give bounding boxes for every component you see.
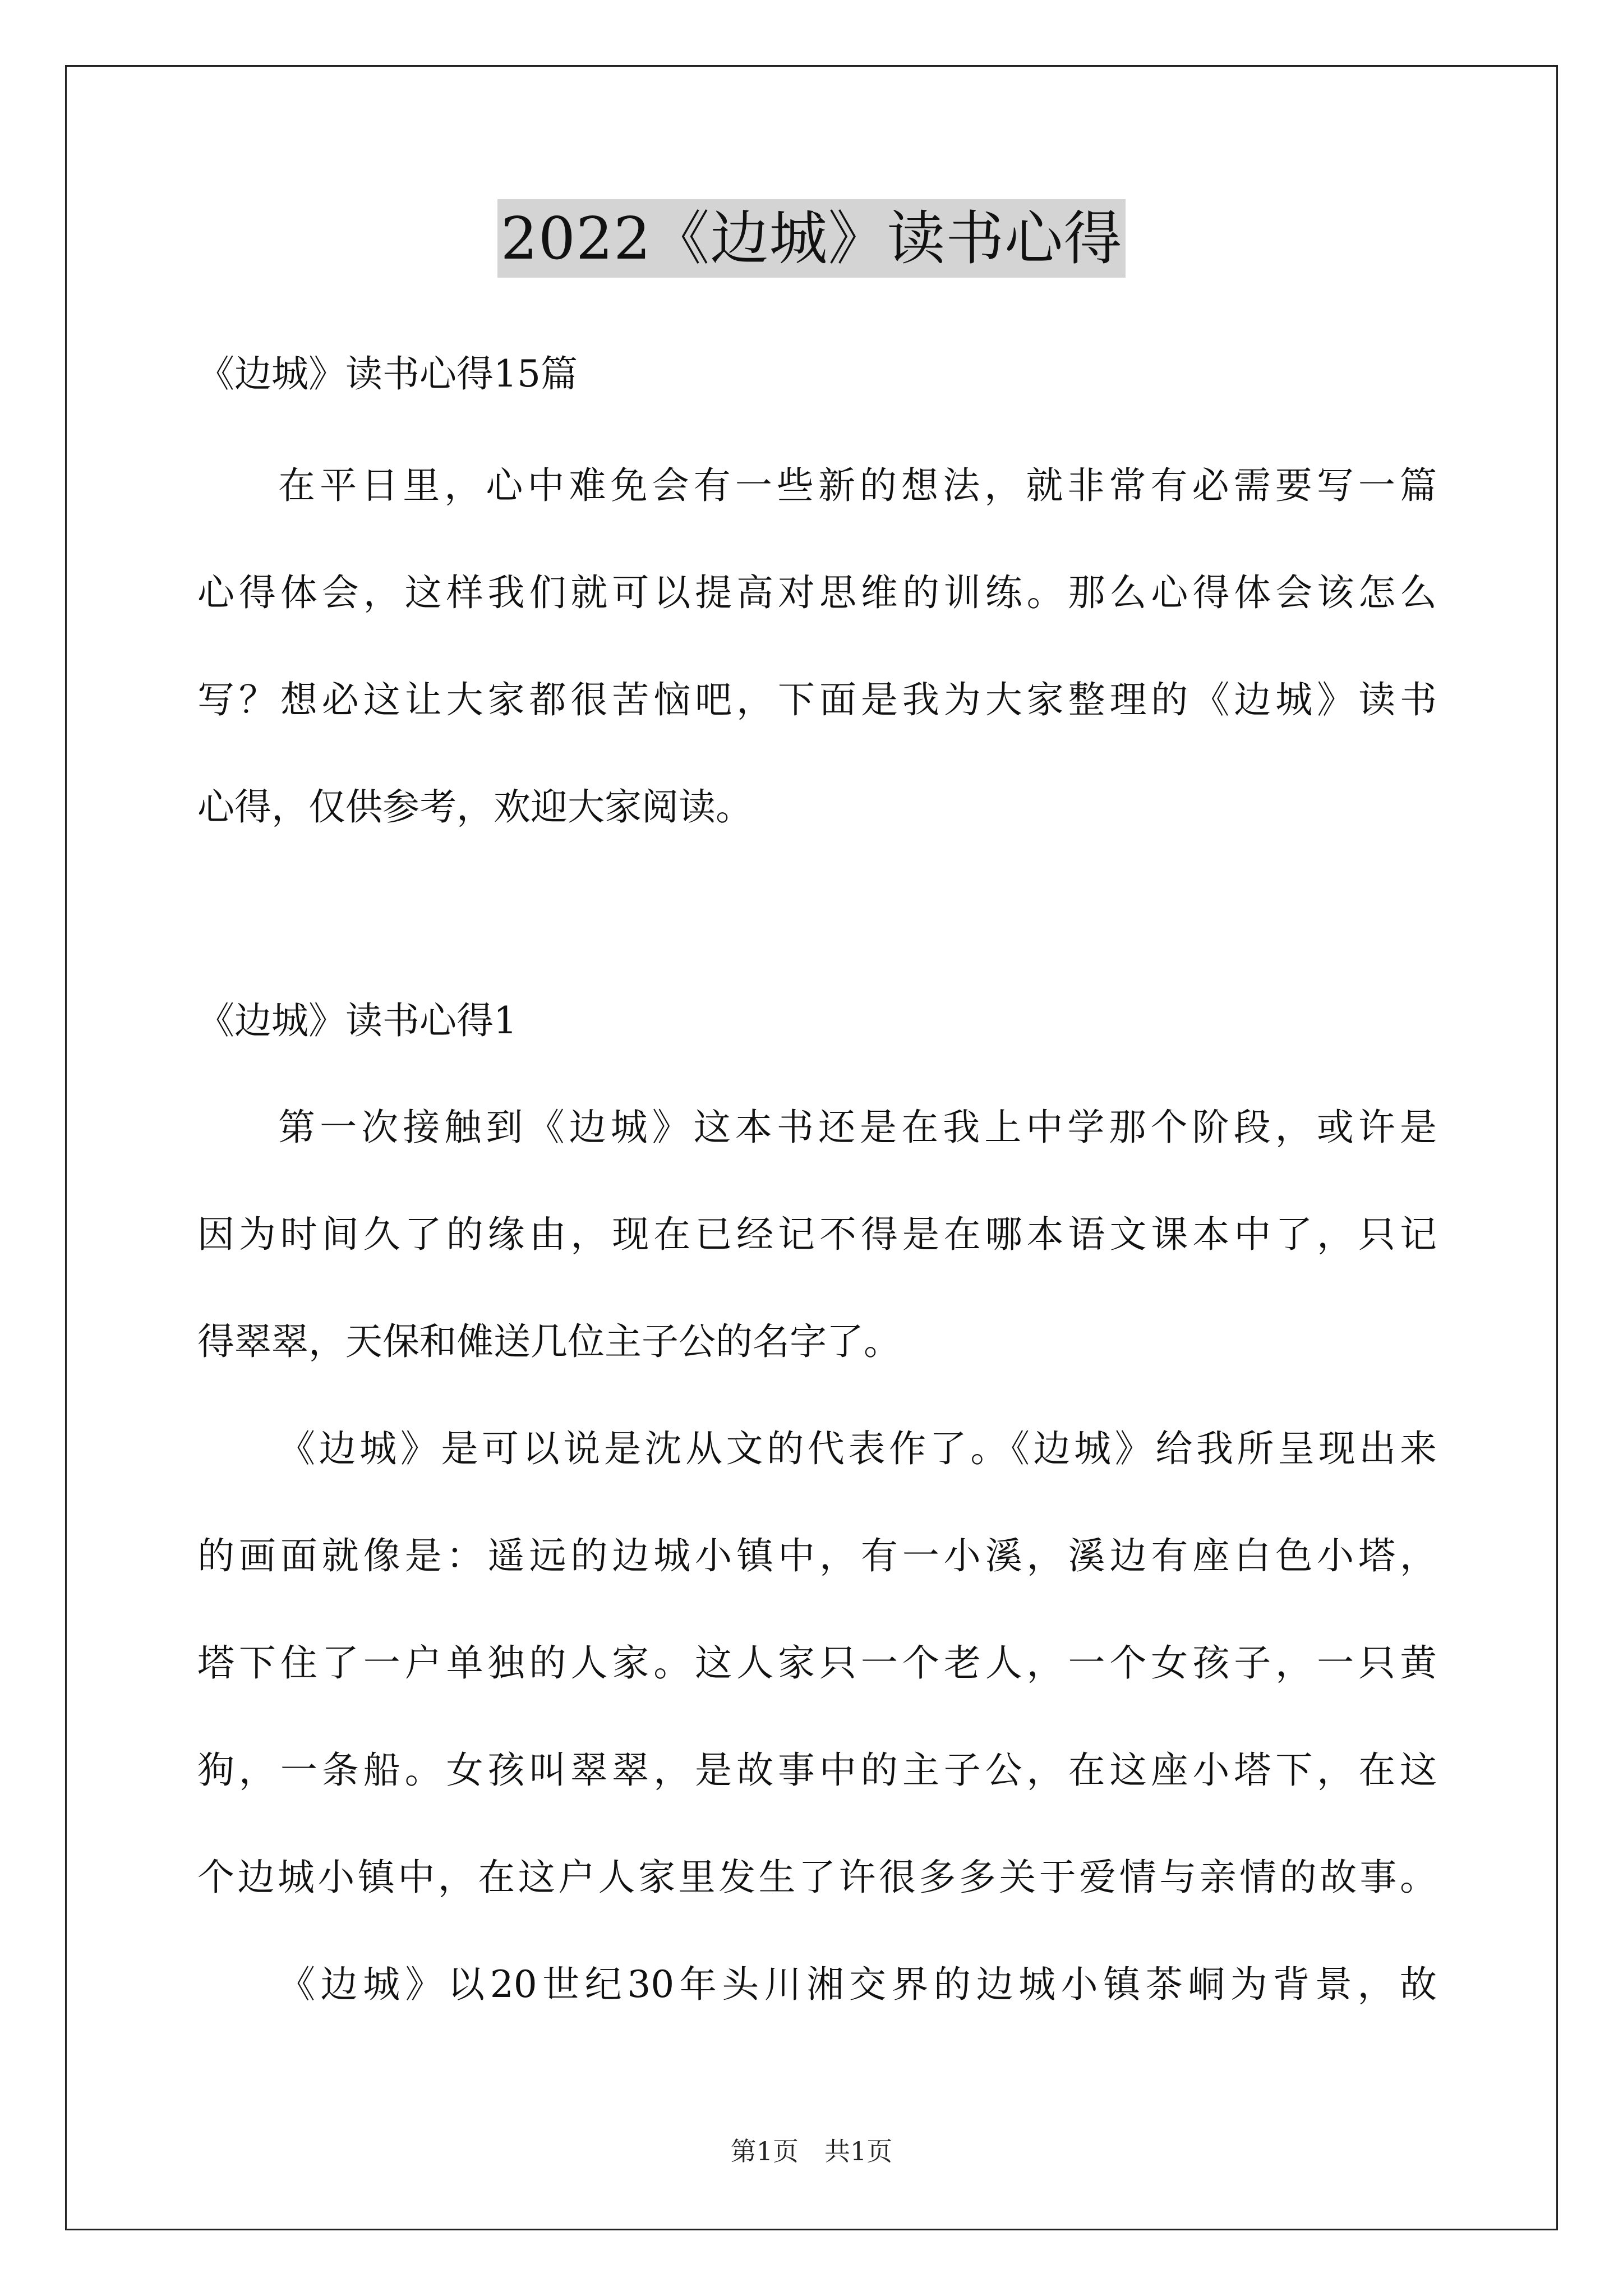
para1-line-3: 得翠翠，天保和傩送几位主子公的名字了。 xyxy=(197,1320,901,1363)
para3-line-1: 《边城》以20世纪30年头川湘交界的边城小镇茶峒为背景，故 xyxy=(278,1963,1437,2006)
para1-line-1: 第一次接触到《边城》这本书还是在我上中学那个阶段，或许是 xyxy=(278,1106,1437,1149)
para1-line-2: 因为时间久了的缘由，现在已经记不得是在哪本语文课本中了，只记 xyxy=(197,1213,1437,1256)
para2-line-5: 个边城小镇中，在这户人家里发生了许很多多关于爱情与亲情的故事。 xyxy=(197,1856,1437,1899)
intro-line-4: 心得，仅供参考，欢迎大家阅读。 xyxy=(197,785,753,829)
para2-line-1: 《边城》是可以说是沈从文的代表作了。《边城》给我所呈现出来 xyxy=(278,1427,1437,1470)
para2-line-2: 的画面就像是：遥远的边城小镇中，有一小溪，溪边有座白色小塔， xyxy=(197,1534,1437,1577)
intro-line-3: 写？想必这让大家都很苦恼吧，下面是我为大家整理的《边城》读书 xyxy=(197,678,1437,721)
page-number-footer: 第1页 共1页 xyxy=(730,2136,893,2166)
document-title: 2022《边城》读书心得 xyxy=(497,199,1126,278)
subtitle: 《边城》读书心得15篇 xyxy=(197,352,578,395)
para2-line-4: 狗，一条船。女孩叫翠翠，是故事中的主子公，在这座小塔下，在这 xyxy=(197,1749,1437,1792)
intro-line-1: 在平日里，心中难免会有一些新的想法，就非常有必需要写一篇 xyxy=(278,464,1437,507)
intro-line-2: 心得体会，这样我们就可以提高对思维的训练。那么心得体会该怎么 xyxy=(197,571,1437,614)
para2-line-3: 塔下住了一户单独的人家。这人家只一个老人，一个女孩子，一只黄 xyxy=(197,1641,1437,1685)
title-container xyxy=(0,199,1623,278)
section-heading: 《边城》读书心得1 xyxy=(197,999,517,1042)
